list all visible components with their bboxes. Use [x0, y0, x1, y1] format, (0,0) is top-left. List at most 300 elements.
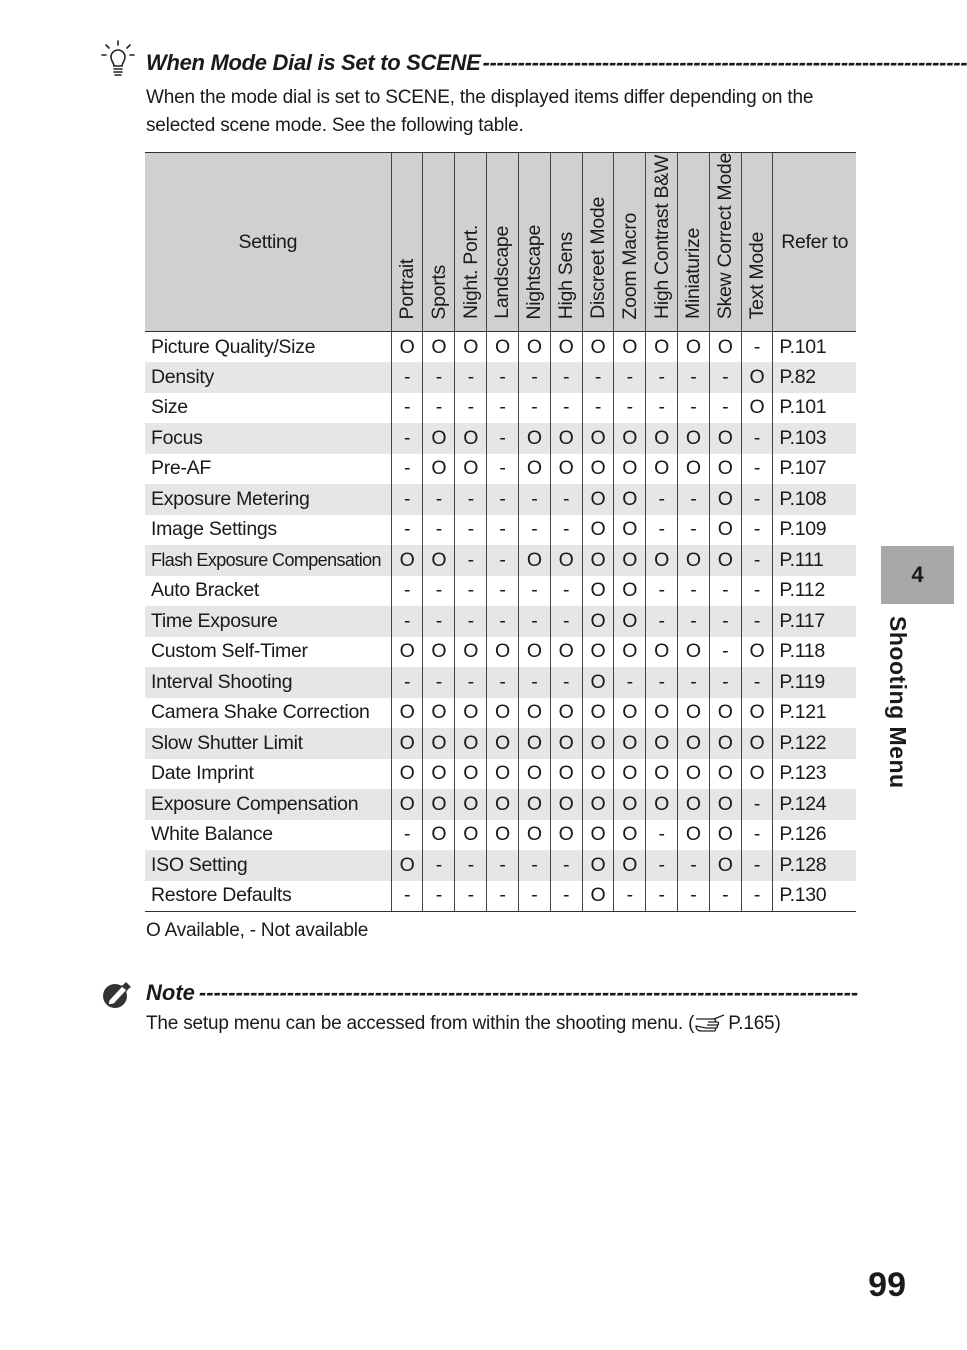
availability-cell: -	[455, 515, 487, 546]
table-row	[145, 515, 856, 546]
availability-cell: -	[550, 576, 582, 607]
availability-cell: O	[646, 545, 678, 576]
availability-cell: O	[487, 698, 519, 729]
availability-cell: O	[741, 728, 773, 759]
page-reference-cell: P.124	[773, 789, 856, 820]
availability-cell: -	[423, 515, 455, 546]
setting-name-cell: Image Settings	[145, 515, 391, 546]
availability-cell: O	[677, 454, 709, 485]
availability-cell: O	[646, 698, 678, 729]
availability-cell: O	[550, 728, 582, 759]
availability-cell: -	[550, 362, 582, 393]
availability-cell: O	[487, 759, 519, 790]
availability-cell: O	[423, 698, 455, 729]
setting-name-cell: Custom Self-Timer	[145, 637, 391, 668]
availability-cell: O	[391, 698, 423, 729]
availability-cell: -	[518, 850, 550, 881]
availability-cell: O	[487, 332, 519, 363]
availability-cell: O	[518, 332, 550, 363]
availability-cell: -	[582, 393, 614, 424]
setting-name-cell: Time Exposure	[145, 606, 391, 637]
availability-cell: -	[709, 667, 741, 698]
availability-cell: -	[391, 515, 423, 546]
availability-cell: O	[582, 515, 614, 546]
mode-column-header	[550, 153, 582, 332]
availability-cell: -	[487, 545, 519, 576]
availability-cell: O	[423, 545, 455, 576]
page-reference-cell: P.122	[773, 728, 856, 759]
availability-cell: -	[487, 606, 519, 637]
availability-cell: O	[614, 576, 646, 607]
availability-cell: -	[614, 362, 646, 393]
availability-cell: -	[423, 484, 455, 515]
availability-cell: -	[550, 393, 582, 424]
availability-cell: O	[741, 362, 773, 393]
availability-cell: -	[646, 484, 678, 515]
setting-name-cell: Date Imprint	[145, 759, 391, 790]
availability-cell: -	[741, 454, 773, 485]
availability-cell: O	[391, 545, 423, 576]
availability-cell: O	[709, 484, 741, 515]
availability-cell: -	[391, 667, 423, 698]
availability-cell: -	[487, 850, 519, 881]
availability-cell: O	[741, 759, 773, 790]
setting-name-cell: Auto Bracket	[145, 576, 391, 607]
availability-cell: -	[741, 332, 773, 363]
availability-cell: O	[582, 881, 614, 912]
availability-cell: -	[709, 393, 741, 424]
scene-settings-table	[145, 152, 856, 912]
availability-cell: O	[741, 637, 773, 668]
availability-cell: O	[423, 728, 455, 759]
page-reference-cell: P.82	[773, 362, 856, 393]
availability-cell: O	[614, 789, 646, 820]
availability-cell: O	[518, 454, 550, 485]
availability-cell: -	[741, 545, 773, 576]
availability-cell: -	[487, 423, 519, 454]
availability-cell: O	[487, 789, 519, 820]
availability-cell: O	[550, 820, 582, 851]
availability-cell: -	[709, 606, 741, 637]
setting-name-cell: White Balance	[145, 820, 391, 851]
availability-cell: -	[646, 820, 678, 851]
mode-column-label: Text Mode	[745, 231, 768, 320]
availability-cell: O	[582, 423, 614, 454]
availability-cell: O	[518, 820, 550, 851]
availability-cell: O	[518, 545, 550, 576]
availability-cell: -	[741, 606, 773, 637]
availability-cell: O	[741, 393, 773, 424]
page-reference-cell: P.109	[773, 515, 856, 546]
availability-cell: O	[582, 759, 614, 790]
availability-cell: O	[423, 637, 455, 668]
availability-cell: O	[582, 606, 614, 637]
availability-cell: -	[550, 515, 582, 546]
table-row	[145, 881, 856, 912]
table-row	[145, 454, 856, 485]
page-reference-cell: P.128	[773, 850, 856, 881]
availability-cell: O	[677, 332, 709, 363]
availability-cell: -	[391, 484, 423, 515]
table-row	[145, 759, 856, 790]
page-reference-cell: P.119	[773, 667, 856, 698]
availability-cell: -	[741, 484, 773, 515]
availability-cell: -	[455, 667, 487, 698]
page-reference-cell: P.101	[773, 393, 856, 424]
availability-cell: -	[391, 393, 423, 424]
availability-cell: O	[455, 820, 487, 851]
availability-cell: O	[487, 728, 519, 759]
availability-cell: -	[455, 606, 487, 637]
mode-column-header	[582, 153, 614, 332]
availability-cell: -	[646, 667, 678, 698]
availability-cell: -	[677, 515, 709, 546]
availability-cell: -	[677, 667, 709, 698]
availability-cell: O	[391, 850, 423, 881]
table-row	[145, 545, 856, 576]
mode-column-label: Skew Correct Mode	[714, 153, 737, 320]
availability-cell: -	[614, 881, 646, 912]
availability-cell: -	[487, 454, 519, 485]
note-text-body: The setup menu can be accessed from within the shooting menu. (	[146, 1013, 695, 1034]
availability-cell: O	[455, 759, 487, 790]
setting-name-cell: Pre-AF	[145, 454, 391, 485]
availability-cell: O	[709, 423, 741, 454]
setting-name-cell: Flash Exposure Compensation	[145, 545, 391, 576]
refer-column-header: Refer to	[773, 153, 856, 332]
availability-cell: O	[614, 759, 646, 790]
section-heading	[146, 50, 967, 76]
availability-cell: O	[614, 454, 646, 485]
note-ref-page[interactable]: P.165	[728, 1013, 775, 1034]
availability-cell: -	[518, 515, 550, 546]
table-row	[145, 362, 856, 393]
availability-cell: -	[518, 606, 550, 637]
availability-cell: O	[709, 728, 741, 759]
availability-cell: -	[423, 362, 455, 393]
availability-cell: -	[391, 881, 423, 912]
availability-cell: -	[455, 576, 487, 607]
availability-cell: O	[646, 789, 678, 820]
availability-cell: O	[614, 606, 646, 637]
page-reference-cell: P.111	[773, 545, 856, 576]
mode-column-header	[677, 153, 709, 332]
availability-cell: O	[582, 545, 614, 576]
availability-cell: O	[518, 698, 550, 729]
availability-cell: -	[741, 881, 773, 912]
availability-cell: O	[582, 850, 614, 881]
availability-cell: -	[741, 820, 773, 851]
availability-cell: O	[391, 332, 423, 363]
availability-cell: O	[455, 789, 487, 820]
availability-cell: O	[614, 484, 646, 515]
note-text	[146, 1012, 781, 1035]
availability-cell: O	[423, 759, 455, 790]
availability-cell: O	[646, 454, 678, 485]
table-row	[145, 332, 856, 363]
mode-column-header	[391, 153, 423, 332]
availability-cell: O	[614, 423, 646, 454]
availability-cell: O	[423, 332, 455, 363]
availability-cell: -	[391, 820, 423, 851]
availability-cell: -	[423, 667, 455, 698]
availability-cell: O	[646, 728, 678, 759]
availability-cell: O	[677, 820, 709, 851]
availability-cell: -	[677, 850, 709, 881]
mode-column-header	[646, 153, 678, 332]
availability-cell: -	[677, 881, 709, 912]
availability-cell: O	[709, 820, 741, 851]
availability-cell: -	[487, 393, 519, 424]
availability-cell: -	[646, 362, 678, 393]
heading-dashes: ---------------------------------------------------------------------	[482, 50, 967, 75]
mode-column-header	[423, 153, 455, 332]
table-legend: O Available, - Not available	[146, 920, 369, 941]
mode-column-header	[709, 153, 741, 332]
availability-cell: O	[582, 454, 614, 485]
note-text-close: )	[774, 1013, 781, 1034]
availability-cell: -	[614, 393, 646, 424]
availability-cell: -	[709, 576, 741, 607]
availability-cell: O	[550, 332, 582, 363]
availability-cell: -	[677, 393, 709, 424]
availability-cell: O	[677, 423, 709, 454]
availability-cell: -	[455, 850, 487, 881]
availability-cell: O	[677, 698, 709, 729]
lightbulb-icon	[100, 40, 136, 80]
setting-name-cell: Density	[145, 362, 391, 393]
page-reference-cell: P.101	[773, 332, 856, 363]
page-reference-cell: P.130	[773, 881, 856, 912]
availability-cell: O	[709, 789, 741, 820]
setting-name-cell: Exposure Compensation	[145, 789, 391, 820]
availability-cell: -	[487, 515, 519, 546]
mode-column-label: Landscape	[491, 226, 514, 320]
availability-cell: -	[677, 576, 709, 607]
page-reference-cell: P.123	[773, 759, 856, 790]
page-reference-cell: P.126	[773, 820, 856, 851]
availability-cell: O	[423, 423, 455, 454]
table-row	[145, 789, 856, 820]
table-row	[145, 667, 856, 698]
page-reference-cell: P.118	[773, 637, 856, 668]
availability-cell: O	[391, 759, 423, 790]
availability-cell: -	[550, 484, 582, 515]
availability-cell: -	[518, 393, 550, 424]
availability-cell: O	[677, 637, 709, 668]
table-row	[145, 393, 856, 424]
availability-cell: -	[677, 362, 709, 393]
availability-cell: O	[518, 759, 550, 790]
table-row	[145, 484, 856, 515]
mode-column-header	[741, 153, 773, 332]
page-reference-cell: P.103	[773, 423, 856, 454]
availability-cell: O	[582, 637, 614, 668]
availability-cell: O	[582, 789, 614, 820]
availability-cell: -	[709, 881, 741, 912]
chapter-title: Shooting Menu	[885, 616, 911, 789]
availability-cell: -	[646, 881, 678, 912]
availability-cell: -	[455, 484, 487, 515]
availability-cell: -	[391, 606, 423, 637]
availability-cell: O	[455, 454, 487, 485]
mode-column-label: Nightscape	[523, 224, 546, 320]
table-row	[145, 606, 856, 637]
mode-column-label: High Contrast B&W	[650, 155, 673, 320]
note-heading-dashes: ------------------------------------------------------------------------------------------	[198, 980, 859, 1005]
note-heading	[146, 980, 859, 1006]
availability-cell: -	[518, 576, 550, 607]
availability-cell: -	[487, 881, 519, 912]
mode-column-label: Sports	[427, 264, 450, 320]
availability-cell: O	[423, 820, 455, 851]
availability-cell: O	[709, 332, 741, 363]
availability-cell: O	[455, 637, 487, 668]
availability-cell: O	[391, 637, 423, 668]
mode-column-header	[614, 153, 646, 332]
availability-cell: O	[550, 545, 582, 576]
setting-name-cell: ISO Setting	[145, 850, 391, 881]
availability-cell: -	[677, 484, 709, 515]
availability-cell: -	[741, 850, 773, 881]
availability-cell: -	[741, 667, 773, 698]
availability-cell: O	[582, 667, 614, 698]
availability-cell: O	[582, 484, 614, 515]
availability-cell: -	[391, 454, 423, 485]
availability-cell: -	[455, 881, 487, 912]
availability-cell: O	[582, 698, 614, 729]
availability-cell: O	[709, 759, 741, 790]
mode-column-label: High Sens	[555, 231, 578, 320]
availability-cell: -	[741, 515, 773, 546]
setting-name-cell: Restore Defaults	[145, 881, 391, 912]
availability-cell: O	[614, 820, 646, 851]
note-heading-text: Note	[146, 980, 195, 1005]
availability-cell: O	[423, 454, 455, 485]
availability-cell: -	[550, 850, 582, 881]
availability-cell: -	[646, 515, 678, 546]
table-row	[145, 820, 856, 851]
availability-cell: O	[455, 698, 487, 729]
availability-cell: O	[487, 637, 519, 668]
table-row	[145, 850, 856, 881]
availability-cell: -	[391, 576, 423, 607]
availability-cell: -	[518, 667, 550, 698]
table-row	[145, 728, 856, 759]
section-heading-text: When Mode Dial is Set to SCENE	[146, 50, 481, 75]
table-row	[145, 637, 856, 668]
availability-cell: O	[614, 332, 646, 363]
table-row	[145, 698, 856, 729]
availability-cell: O	[709, 454, 741, 485]
page-reference-cell: P.117	[773, 606, 856, 637]
availability-cell: -	[487, 362, 519, 393]
availability-cell: -	[550, 606, 582, 637]
availability-cell: O	[709, 850, 741, 881]
availability-cell: O	[677, 759, 709, 790]
availability-cell: O	[614, 515, 646, 546]
mode-column-label: Miniaturize	[682, 228, 705, 320]
availability-cell: -	[423, 850, 455, 881]
availability-cell: -	[423, 881, 455, 912]
availability-cell: -	[646, 576, 678, 607]
availability-cell: O	[518, 789, 550, 820]
setting-name-cell: Size	[145, 393, 391, 424]
setting-name-cell: Camera Shake Correction	[145, 698, 391, 729]
table-row	[145, 576, 856, 607]
availability-cell: O	[614, 698, 646, 729]
availability-cell: O	[550, 423, 582, 454]
availability-cell: -	[582, 362, 614, 393]
mode-column-label: Night. Port.	[459, 225, 482, 320]
availability-cell: -	[391, 423, 423, 454]
mode-column-label: Zoom Macro	[618, 212, 641, 320]
availability-cell: O	[582, 576, 614, 607]
page-reference-cell: P.107	[773, 454, 856, 485]
availability-cell: -	[518, 362, 550, 393]
availability-cell: -	[646, 393, 678, 424]
setting-name-cell: Interval Shooting	[145, 667, 391, 698]
page-reference-cell: P.108	[773, 484, 856, 515]
availability-cell: O	[709, 515, 741, 546]
mode-column-label: Portrait	[396, 258, 419, 320]
availability-cell: O	[614, 850, 646, 881]
availability-cell: -	[709, 637, 741, 668]
mode-column-header	[455, 153, 487, 332]
page-reference-cell: P.112	[773, 576, 856, 607]
availability-cell: O	[550, 759, 582, 790]
page-reference-cell: P.121	[773, 698, 856, 729]
table-header-row	[145, 153, 856, 332]
setting-name-cell: Slow Shutter Limit	[145, 728, 391, 759]
page-number: 99	[868, 1266, 906, 1304]
availability-cell: O	[487, 820, 519, 851]
availability-cell: -	[423, 576, 455, 607]
availability-cell: O	[582, 728, 614, 759]
availability-cell: -	[391, 362, 423, 393]
availability-cell: O	[741, 698, 773, 729]
availability-cell: -	[646, 850, 678, 881]
availability-cell: -	[518, 881, 550, 912]
availability-cell: O	[423, 789, 455, 820]
availability-cell: O	[709, 698, 741, 729]
availability-cell: O	[677, 728, 709, 759]
availability-cell: O	[391, 728, 423, 759]
availability-cell: -	[455, 393, 487, 424]
availability-cell: -	[741, 576, 773, 607]
availability-cell: O	[582, 332, 614, 363]
setting-name-cell: Exposure Metering	[145, 484, 391, 515]
availability-cell: -	[677, 606, 709, 637]
availability-cell: O	[646, 759, 678, 790]
table-body	[145, 332, 856, 912]
availability-cell: O	[455, 332, 487, 363]
availability-cell: -	[423, 606, 455, 637]
availability-cell: -	[423, 393, 455, 424]
setting-name-cell: Picture Quality/Size	[145, 332, 391, 363]
availability-cell: -	[709, 362, 741, 393]
availability-cell: O	[614, 545, 646, 576]
table-row	[145, 423, 856, 454]
availability-cell: O	[518, 728, 550, 759]
setting-column-header: Setting	[145, 153, 391, 332]
availability-cell: O	[582, 820, 614, 851]
pointing-hand-icon	[694, 1012, 728, 1032]
availability-cell: -	[550, 667, 582, 698]
availability-cell: -	[741, 423, 773, 454]
availability-cell: O	[455, 728, 487, 759]
availability-cell: -	[518, 484, 550, 515]
